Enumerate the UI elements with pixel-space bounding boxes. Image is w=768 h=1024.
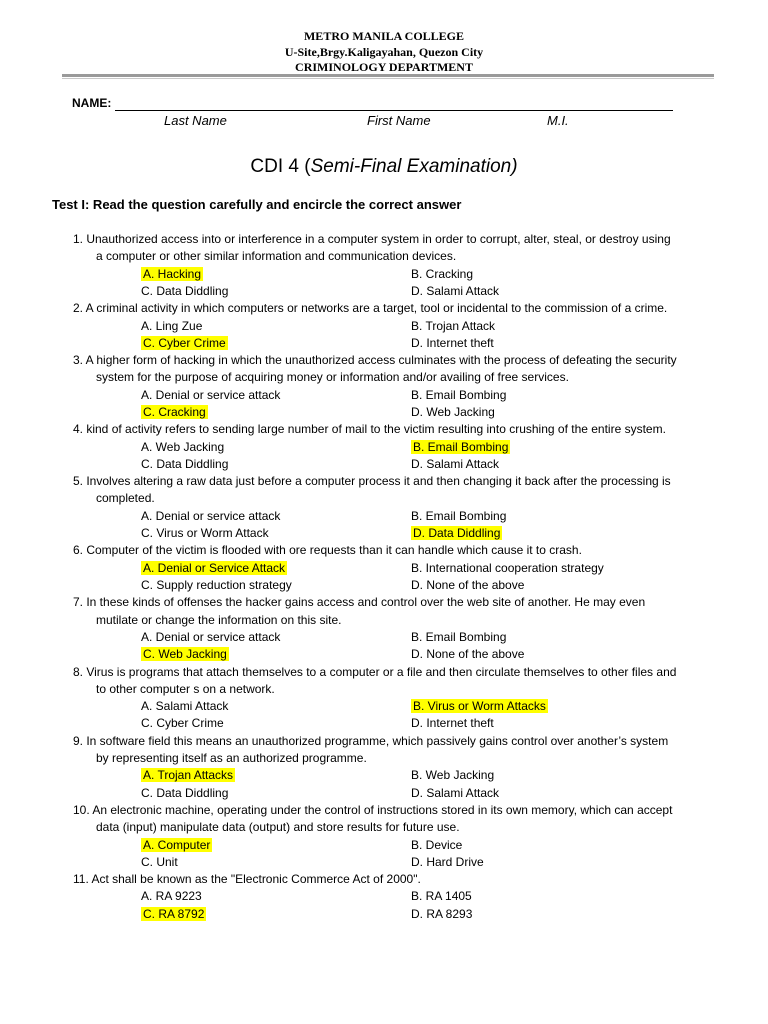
option-b[interactable] bbox=[411, 560, 604, 576]
department-name: CRIMINOLOGY DEPARTMENT bbox=[295, 60, 473, 74]
option-label: D. Salami Attack bbox=[411, 283, 500, 298]
option-d[interactable] bbox=[411, 785, 499, 801]
option-label-correct: B. Email Bombing bbox=[413, 439, 509, 454]
question-text: 1. Unauthorized access into or interference in a computer system in order to corrupt, alter, steal, or destroy using bbox=[73, 232, 671, 246]
question-3 bbox=[73, 352, 733, 387]
option-label: A. Ling Zue bbox=[141, 318, 203, 333]
option-d[interactable] bbox=[411, 404, 495, 420]
question-text: 8. Virus is programs that attach themselves to a computer or a file and then circulate themselves to other files and bbox=[73, 664, 677, 679]
option-c[interactable] bbox=[141, 456, 228, 472]
question-text: 5. Involves altering a raw data just before a computer process it and then changing it back after the processing is bbox=[73, 474, 671, 489]
question-7 bbox=[73, 594, 733, 629]
option-d[interactable] bbox=[411, 906, 472, 922]
last-name-caption: Last Name bbox=[164, 113, 227, 128]
option-label: D. Salami Attack bbox=[411, 785, 500, 800]
option-b[interactable] bbox=[411, 767, 494, 783]
option-label: D. None of the above bbox=[411, 647, 525, 662]
option-label: D. None of the above bbox=[411, 578, 525, 592]
test-instruction: Test I: Read the question carefully and encircle the correct answer bbox=[52, 197, 462, 212]
option-a[interactable] bbox=[141, 888, 202, 904]
option-label: B. Email Bombing bbox=[411, 629, 507, 644]
option-label-correct: A. Computer bbox=[143, 837, 211, 852]
option-label-correct: C. Cracking bbox=[143, 405, 206, 419]
option-d[interactable] bbox=[411, 646, 524, 662]
option-label-correct: C. Web Jacking bbox=[143, 647, 227, 662]
header-rule bbox=[62, 74, 714, 77]
option-label: D. Salami Attack bbox=[411, 456, 500, 471]
question-text-continued: a computer or other similar information and communication devices. bbox=[96, 249, 457, 264]
name-input-line[interactable] bbox=[115, 110, 673, 111]
exam-title-main: CDI 4 ( bbox=[250, 156, 311, 177]
question-1 bbox=[73, 231, 733, 266]
question-text-continued: completed. bbox=[96, 491, 155, 506]
college-address: U-Site,Brgy.Kaligayahan, Quezon City bbox=[284, 45, 484, 59]
option-label: D. Web Jacking bbox=[411, 405, 495, 419]
question-text: 9. In software field this means an unauthorized programme, which passively gains control over another’s system bbox=[73, 733, 669, 748]
option-d[interactable] bbox=[411, 577, 524, 593]
question-4 bbox=[73, 421, 733, 438]
option-label: A. Denial or service attack bbox=[141, 629, 281, 644]
option-label: C. Unit bbox=[141, 854, 178, 869]
option-label: A. RA 9223 bbox=[141, 889, 202, 904]
option-a[interactable] bbox=[141, 767, 235, 783]
mi-caption: M.I. bbox=[547, 113, 569, 128]
option-c[interactable] bbox=[141, 646, 229, 662]
header-rule-thin bbox=[62, 78, 714, 79]
option-label: B. Email Bombing bbox=[411, 508, 507, 523]
option-label: B. International cooperation strategy bbox=[411, 560, 604, 575]
question-text: 3. A higher form of hacking in which the unauthorized access culminates with the process of defeating the security bbox=[73, 353, 677, 368]
option-label: C. Data Diddling bbox=[141, 283, 229, 298]
question-text-continued: data (input) manipulate data (output) and store results for future use. bbox=[96, 820, 460, 835]
option-label-correct: B. Virus or Worm Attacks bbox=[413, 699, 546, 714]
option-label-correct: A. Denial or Service Attack bbox=[143, 560, 286, 575]
option-b[interactable] bbox=[411, 629, 506, 645]
option-c[interactable] bbox=[141, 715, 224, 731]
option-label: C. Data Diddling bbox=[141, 785, 229, 800]
option-label: B. Web Jacking bbox=[411, 768, 495, 783]
option-label-correct: D. Data Diddling bbox=[413, 526, 501, 541]
option-label: A. Denial or service attack bbox=[141, 508, 281, 523]
option-b[interactable] bbox=[411, 698, 548, 714]
option-c[interactable] bbox=[141, 404, 208, 420]
option-a[interactable] bbox=[141, 318, 202, 334]
option-c[interactable] bbox=[141, 283, 228, 299]
question-9 bbox=[73, 733, 733, 768]
option-label: D. RA 8293 bbox=[411, 906, 473, 921]
option-label: C. Cyber Crime bbox=[141, 716, 224, 731]
option-d[interactable] bbox=[411, 456, 499, 472]
question-text-continued: mutilate or change the information on this site. bbox=[96, 612, 342, 627]
question-text: 11. Act shall be known as the "Electronic Commerce Act of 2000". bbox=[73, 872, 421, 887]
question-text: 4. kind of activity refers to sending large number of mail to the victim resulting into crushing of the entire system. bbox=[73, 422, 666, 437]
question-text-continued: by representing itself as an authorized programme. bbox=[96, 750, 367, 765]
option-label: A. Denial or service attack bbox=[141, 387, 281, 402]
option-label-correct: C. Cyber Crime bbox=[143, 335, 226, 350]
option-label-correct: C. RA 8792 bbox=[143, 906, 205, 921]
option-a[interactable] bbox=[141, 560, 287, 576]
option-label: A. Web Jacking bbox=[141, 439, 225, 454]
first-name-caption: First Name bbox=[367, 113, 431, 128]
option-label: A. Salami Attack bbox=[141, 699, 229, 714]
option-label: D. Internet theft bbox=[411, 716, 494, 731]
option-label: B. Email Bombing bbox=[411, 387, 507, 402]
option-c[interactable] bbox=[141, 854, 178, 870]
option-a[interactable] bbox=[141, 698, 228, 714]
question-text: 6. Computer of the victim is flooded with ore requests than it can handle which cause it to crash. bbox=[73, 543, 582, 558]
name-label: NAME: bbox=[72, 96, 112, 110]
question-text-continued: system for the purpose of acquiring money or information and/or availing of free services. bbox=[96, 370, 569, 385]
option-label: C. Virus or Worm Attack bbox=[141, 526, 269, 541]
question-text: 10. An electronic machine, operating under the control of instructions stored in its own memory, which can accept bbox=[73, 802, 673, 817]
option-c[interactable] bbox=[141, 785, 228, 801]
option-d[interactable] bbox=[411, 715, 494, 731]
question-text: 2. A criminal activity in which computers or networks are a target, tool or incidental to the commission of a crime. bbox=[73, 301, 668, 316]
option-a[interactable] bbox=[141, 439, 224, 455]
question-text-continued: to other computer s on a network. bbox=[96, 681, 275, 696]
option-label-correct: A. Trojan Attacks bbox=[143, 768, 234, 783]
option-b[interactable] bbox=[411, 266, 473, 282]
option-label: B. RA 1405 bbox=[411, 889, 472, 904]
option-label: B. Trojan Attack bbox=[411, 318, 496, 333]
option-label: D. Internet theft bbox=[411, 335, 494, 350]
option-label: B. Cracking bbox=[411, 266, 474, 281]
option-a[interactable] bbox=[141, 629, 280, 645]
option-d[interactable] bbox=[411, 335, 494, 351]
option-b[interactable] bbox=[411, 439, 510, 455]
option-label-correct: A. Hacking bbox=[143, 266, 202, 281]
option-d[interactable] bbox=[411, 525, 502, 541]
option-c[interactable] bbox=[141, 335, 228, 351]
question-10 bbox=[73, 802, 733, 837]
question-8 bbox=[73, 664, 733, 699]
option-b[interactable] bbox=[411, 318, 495, 334]
option-c[interactable] bbox=[141, 906, 206, 922]
question-11 bbox=[73, 871, 733, 888]
option-b[interactable] bbox=[411, 837, 462, 853]
option-d[interactable] bbox=[411, 283, 499, 299]
option-a[interactable] bbox=[141, 266, 203, 282]
option-a[interactable] bbox=[141, 837, 212, 853]
question-6 bbox=[73, 542, 733, 559]
option-a[interactable] bbox=[141, 387, 280, 403]
option-d[interactable] bbox=[411, 854, 484, 870]
option-label: C. Supply reduction strategy bbox=[141, 578, 292, 592]
college-name: METRO MANILA COLLEGE bbox=[303, 29, 465, 43]
option-b[interactable] bbox=[411, 888, 472, 904]
option-label: D. Hard Drive bbox=[411, 854, 484, 869]
option-b[interactable] bbox=[411, 387, 506, 403]
option-label: B. Device bbox=[411, 837, 463, 852]
option-b[interactable] bbox=[411, 508, 506, 524]
question-5 bbox=[73, 473, 733, 508]
option-a[interactable] bbox=[141, 508, 280, 524]
question-2 bbox=[73, 300, 733, 317]
option-label: C. Data Diddling bbox=[141, 456, 229, 471]
option-c[interactable] bbox=[141, 525, 269, 541]
question-text: 7. In these kinds of offenses the hacker gains access and control over the web site of another. He may even bbox=[73, 595, 646, 610]
option-c[interactable] bbox=[141, 577, 292, 593]
exam-title bbox=[0, 156, 768, 178]
exam-title-italic: Semi-Final Examination) bbox=[310, 156, 518, 177]
